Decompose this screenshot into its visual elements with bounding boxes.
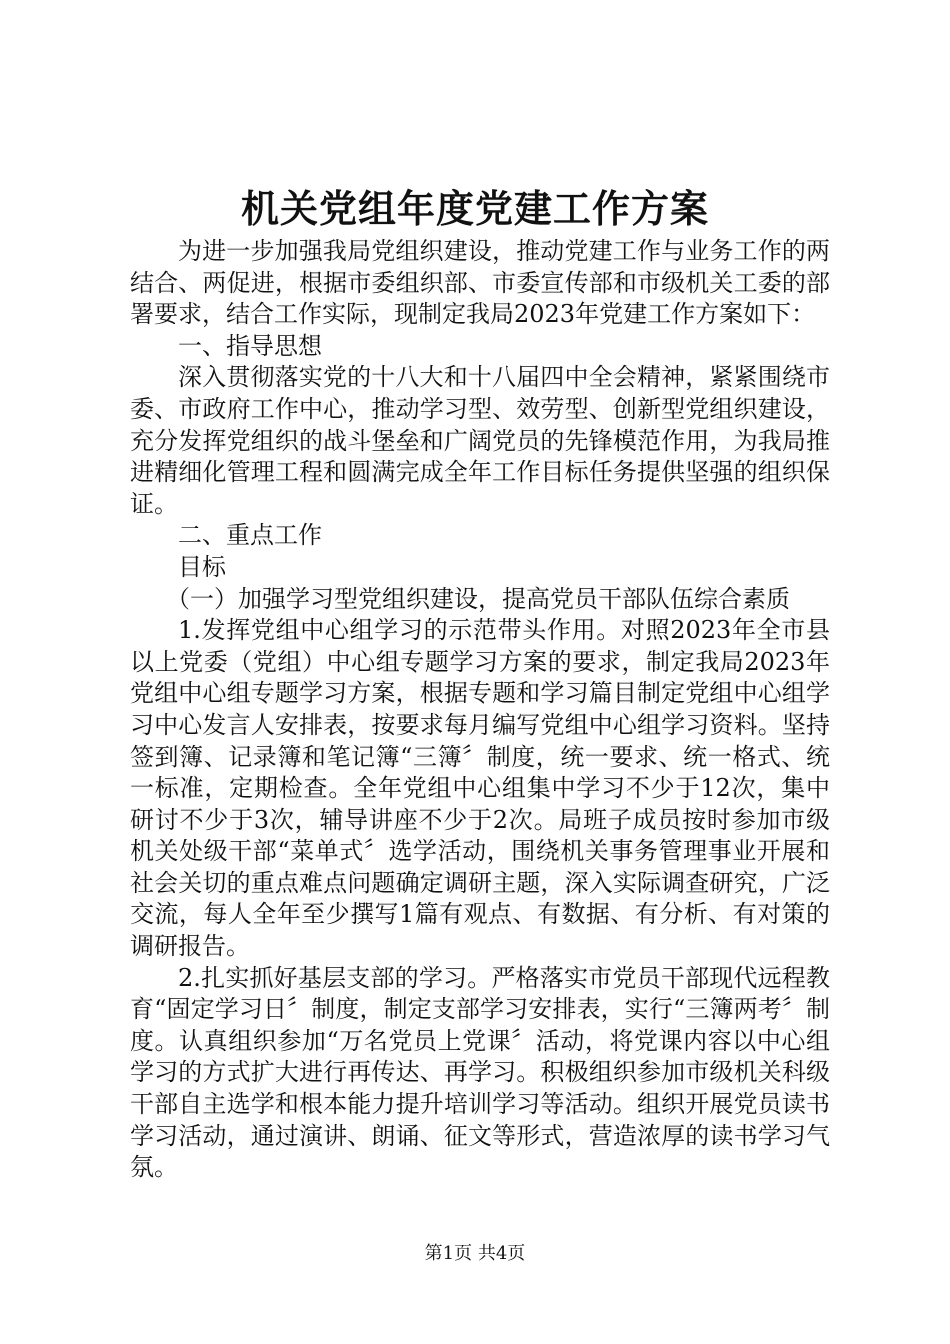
document-body [130,236,830,1184]
item-2-paragraph: 2.扎实抓好基层支部的学习。严格落实市党员干部现代远程教育“固定学习日〞制度，制定支部学习安排表，实行“三簿两考〞制度。认真组织参加“万名党员上党课〞活动，将党课内容以中心组学习的方式扩大进行再传达、再学习。积极组织参加市级机关科级干部自主选学和根本能力提升培训学习等活动。组织开展党员读书学习活动，通过演讲、朗诵、征文等形式，营造浓厚的读书学习气氛。 [130,963,830,1182]
subsection-heading-learning: （一）加强学习型党组织建设，提高党员干部队伍综合素质 [166,584,790,613]
guiding-thought-paragraph: 深入贯彻落实党的十八大和十八届四中全会精神，紧紧围绕市委、市政府工作中心，推动学习型、效劳型、创新型党组织建设，充分发挥党组织的战斗堡垒和广阔党员的先锋模范作用，为我局推进精细化管理工程和圆满完成全年工作目标任务提供坚强的组织保证。 [130,363,830,518]
section-heading-key-work: 二、重点工作 [178,521,322,550]
item-1-paragraph: 1.发挥党组中心组学习的示范带头作用。对照2023年全市县以上党委（党组）中心组专题学习方案的要求，制定我局2023年党组中心组专题学习方案，根据专题和学习篇目制定党组中心组学习中心发言人安排表，按要求每月编写党组中心组学习资料。坚持签到簿、记录簿和笔记簿“三簿〞制度，统一要求、统一格式、统一标准，定期检查。全年党组中心组集中学习不少于12次，集中研讨不少于3次，辅导讲座不少于2次。局班子成员按时参加市级机关处级干部“菜单式〞选学活动，围绕机关事务管理事业开展和社会关切的重点难点问题确定调研主题，深入实际调查研究，广泛交流，每人全年至少撰写1篇有观点、有数据、有分析、有对策的调研报告。 [130,616,830,961]
page-footer: 第1页 共4页 [424,1243,526,1264]
section-heading-guiding-thought: 一、指导思想 [178,331,322,360]
document-title: 机关党组年度党建工作方案 [240,187,709,231]
intro-paragraph: 为进一步加强我局党组织建设，推动党建工作与业务工作的两结合、两促进，根据市委组织部、市委宣传部和市级机关工委的部署要求，结合工作实际，现制定我局2023年党建工作方案如下： [130,237,830,329]
subheading-goal: 目标 [178,552,226,581]
